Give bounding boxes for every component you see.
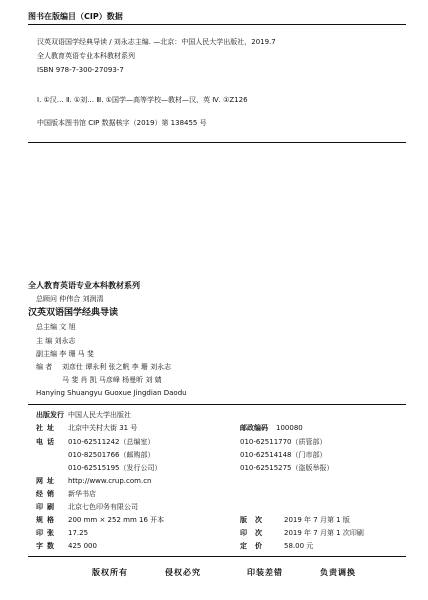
footer-rights: 版权所有 [92,568,128,577]
sheets: 17.25 [68,529,89,537]
footer-exchange: 负责调换 [320,568,356,577]
printer-label: 印刷 [36,503,58,511]
cip-classification: Ⅰ. ①汉… Ⅱ. ①刘… Ⅲ. ①国学—高等学校—教材—汉、英 Ⅳ. ①Z126 [37,96,248,104]
edition-label: 版次 [240,516,270,524]
distributor-label: 经销 [36,490,58,498]
cip-top-rule [28,24,406,25]
spec-label: 规格 [36,516,58,524]
phone-5: 010-62514148（门市部） [240,451,327,459]
authors-line-2: 马 斐 肖 凯 马彦峰 杨曼昕 刘 婧 [62,376,162,384]
website-label: 网址 [36,477,58,485]
sheets-label: 印张 [36,529,58,537]
publisher-name: 中国人民大学出版社 [68,411,131,419]
footer-piracy: 侵权必究 [165,568,201,577]
impression-label: 印次 [240,529,270,537]
publisher-top-rule [28,404,406,405]
pinyin-title: Hanying Shuangyu Guoxue Jingdian Daodu [36,389,187,397]
phone-2: 010-82501766（邮购部） [68,451,155,459]
chief-editor: 总主编 文 旭 [36,323,76,331]
postcode: 100080 [276,424,303,432]
postcode-label: 邮政编码 [240,424,268,432]
words-label: 字数 [36,542,58,550]
words: 425 000 [68,542,97,550]
price-label: 定价 [240,542,270,550]
phone-1: 010-62511242（总编室） [68,438,155,446]
website: http://www.crup.com.cn [68,477,152,485]
phone-4: 010-62511770（质管部） [240,438,327,446]
publisher-bottom-rule [28,556,406,557]
series-title: 全人教育英语专业本科教材系列 [28,281,140,290]
price: 58.00 元 [284,542,314,550]
edition: 2019 年 7 月第 1 版 [284,516,350,524]
publisher-label: 出版发行 [36,411,64,419]
phone-6: 010-62515275（盗版举报） [240,464,334,472]
cip-isbn: ISBN 978-7-300-27093-7 [37,66,124,74]
spec: 200 mm × 252 mm 16 开本 [68,516,165,524]
deputy-editor: 副主编 李 珊 马 斐 [36,350,94,358]
authors-line-1: 刘彦仕 谭永利 张之帆 李 珊 刘永志 [62,363,172,371]
editor: 主 编 刘永志 [36,337,76,345]
footer-misprint: 印装差错 [247,568,283,577]
distributor: 新华书店 [68,490,96,498]
phone-label: 电话 [36,438,58,446]
impression: 2019 年 7 月第 1 次印刷 [284,529,364,537]
authors-label: 编 者 [36,363,53,371]
book-title: 汉英双语国学经典导读 [28,308,119,318]
phone-3: 010-62515195（发行公司） [68,464,162,472]
cip-line-2: 全人教育英语专业本科教材系列 [37,52,135,60]
address-label: 社址 [36,424,58,432]
cip-bottom-rule [28,142,406,143]
cip-record: 中国版本图书馆 CIP 数据核字（2019）第 138455 号 [37,119,207,127]
printer: 北京七色印务有限公司 [68,503,138,511]
series-advisors: 总顾问 仲伟合 刘润清 [36,295,104,303]
cip-heading: 图书在版编目（CIP）数据 [28,12,123,21]
address: 北京中关村大街 31 号 [68,424,138,432]
cip-line-1: 汉英双语国学经典导读 / 刘永志主编. —北京：中国人民大学出版社，2019.7 [37,38,276,46]
